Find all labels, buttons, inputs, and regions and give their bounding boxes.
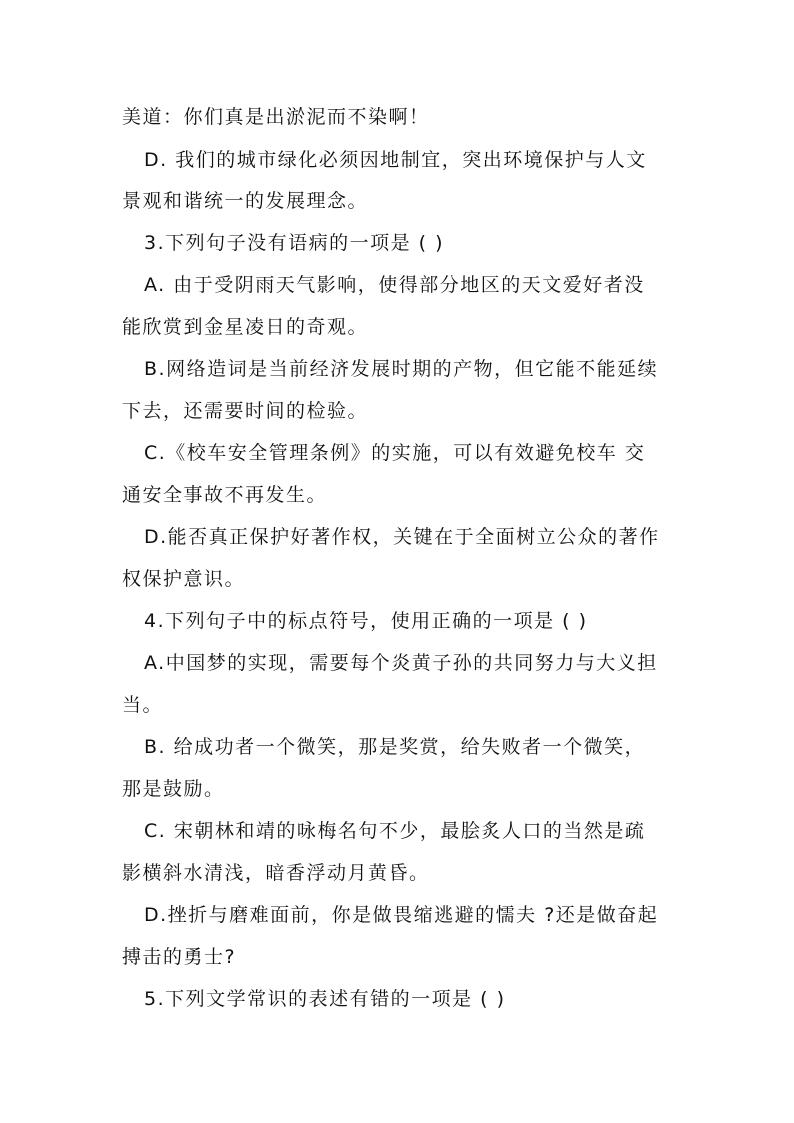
question-3-line: 3.下列句子没有语病的一项是 ( ) — [144, 232, 445, 254]
text-line: 美道：你们真是出淤泥而不染啊！ — [122, 106, 430, 128]
question-4-line: 4.下列句子中的标点符号，使用正确的一项是 ( ) — [144, 610, 588, 632]
text-line: 能欣赏到金星凌日的奇观。 — [122, 316, 369, 338]
option-a-line: A. 由于受阴雨天气影响，使得部分地区的天文爱好者没 — [144, 274, 645, 296]
text-line: 下去，还需要时间的检验。 — [122, 400, 369, 422]
text-line: 景观和谐统一的发展理念。 — [122, 190, 369, 212]
option-d-line: D.挫折与磨难面前，你是做畏缩逃避的懦夫 ?还是做奋起 — [144, 904, 659, 926]
text-line: 当。 — [122, 694, 164, 716]
option-c-line: C.《校车安全管理条例》的实施，可以有效避免校车 交 — [144, 442, 646, 464]
text-line: 权保护意识。 — [122, 568, 246, 590]
option-d-line: D. 我们的城市绿化必须因地制宜，突出环境保护与人文 — [144, 149, 647, 171]
text-line: 那是鼓励。 — [122, 778, 225, 800]
text-line: 搏击的勇士? — [122, 946, 237, 968]
option-b-line: B. 给成功者一个微笑，那是奖赏，给失败者一个微笑， — [144, 736, 646, 758]
question-5-line: 5.下列文学常识的表述有错的一项是 ( ) — [144, 988, 506, 1010]
option-c-line: C. 宋朝林和靖的咏梅名句不少，最脍炙人口的当然是疏 — [144, 820, 646, 842]
text-line: 影横斜水清浅，暗香浮动月黄昏。 — [122, 862, 430, 884]
text-line: 通安全事故不再发生。 — [122, 484, 328, 506]
option-d-line: D.能否真正保护好著作权，关键在于全面树立公众的著作 — [144, 526, 660, 548]
option-a-line: A.中国梦的实现，需要每个炎黄子孙的共同努力与大义担 — [144, 652, 658, 674]
option-b-line: B.网络造词是当前经济发展时期的产物，但它能不能延续 — [144, 358, 659, 380]
